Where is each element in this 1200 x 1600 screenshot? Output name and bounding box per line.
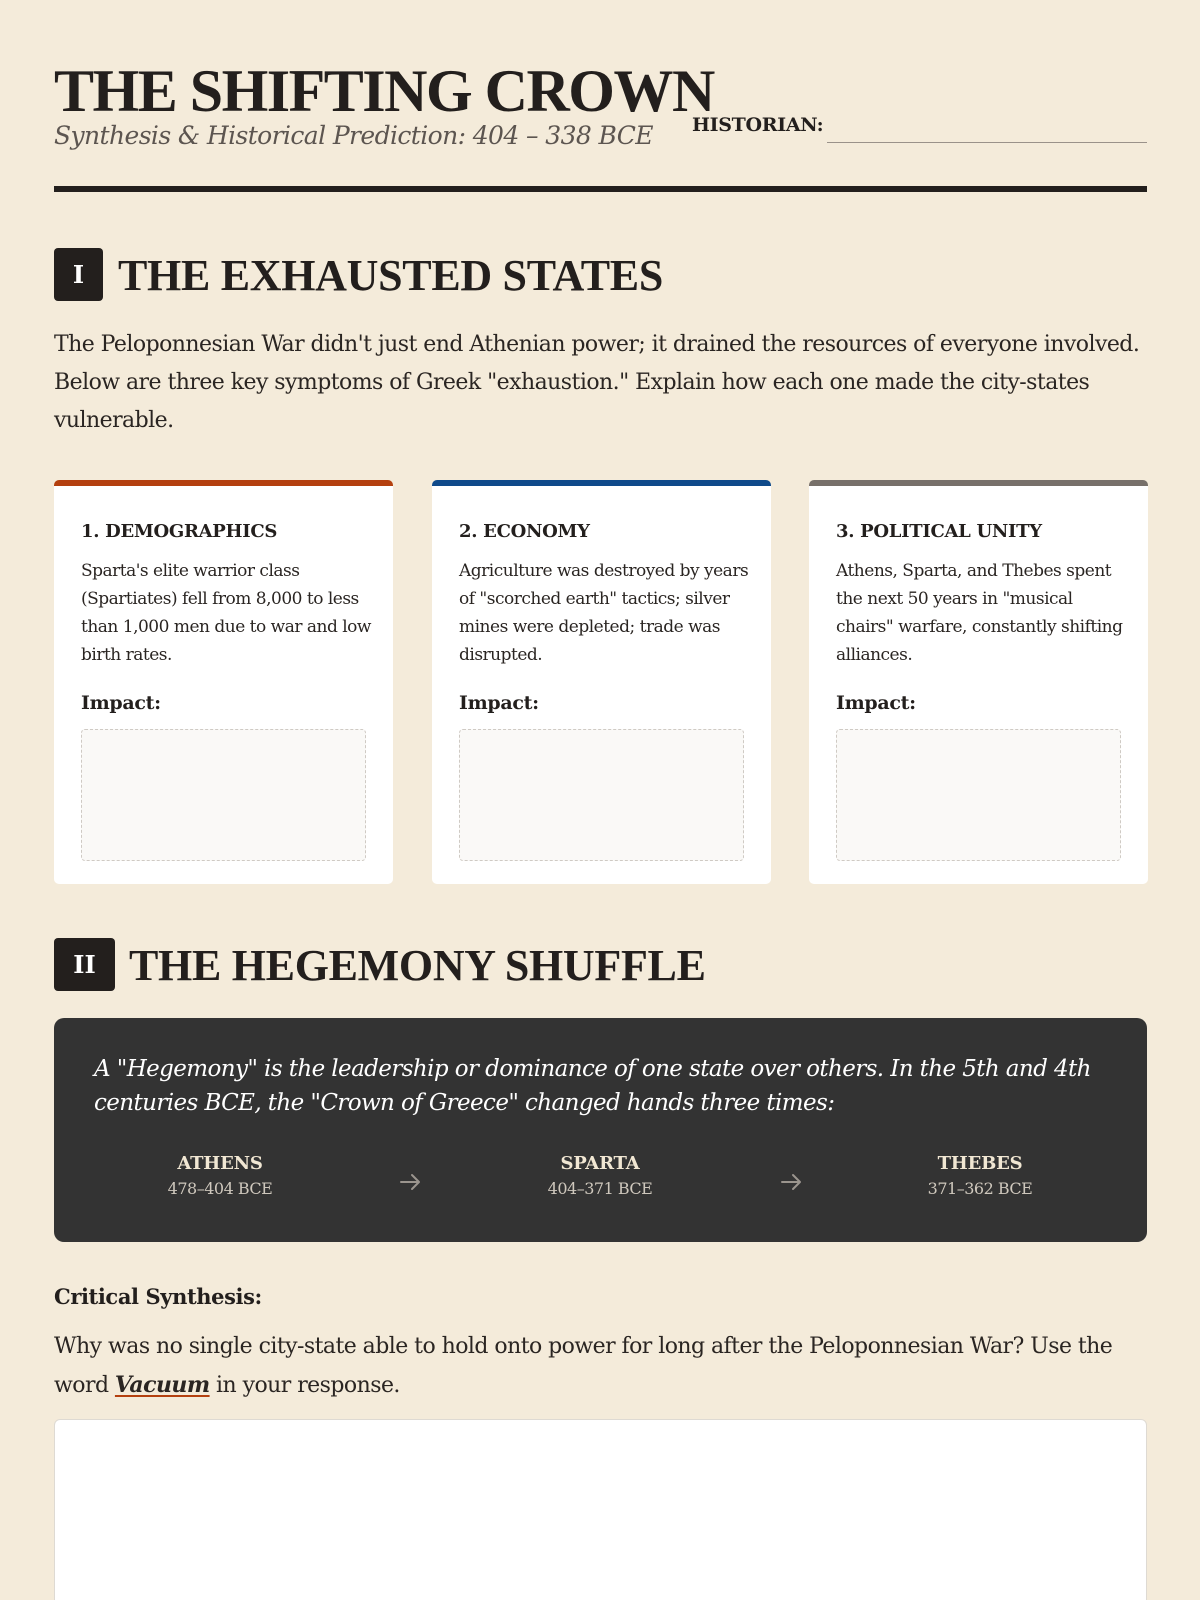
impact-answer-box[interactable] [81,729,366,861]
worksheet-header [54,58,1147,194]
section-number-badge: II [54,938,115,991]
hegemony-definition: A "Hegemony" is the leadership or dominance of one state over others. In the 5th and 4th centuries BCE, the "Crown of Greece" changed hands three times: [94,1056,1091,1116]
section-title: THE HEGEMONY SHUFFLE [129,941,706,990]
stage-dates: 404–371 BCE [547,1179,653,1198]
hegemony-stage-sparta [500,1152,700,1202]
stage-dates: 478–404 BCE [167,1179,273,1198]
section-title: THE EXHAUSTED STATES [118,251,663,300]
historian-label: HISTORIAN: [692,114,824,136]
section-one-heading [54,248,663,302]
section-number-badge: I [54,248,103,301]
worksheet-subtitle: Synthesis & Historical Prediction: 404 – 338 BCE [54,121,653,150]
historian-name-field[interactable] [827,142,1147,143]
hegemony-definition-panel [54,1018,1147,1242]
stage-dates: 371–362 BCE [927,1179,1033,1198]
arrow-right-icon [398,1172,424,1192]
question-text-end: in your response. [209,1373,400,1398]
header-divider [54,186,1147,192]
impact-label: Impact: [81,692,161,714]
card-description: Athens, Sparta, and Thebes spent the next 50 years in "musical chairs" warfare, constantly shifting alliances. [836,561,1123,665]
worksheet-page [54,0,1147,1600]
question-keyword: Vacuum [114,1372,210,1398]
section-intro: The Peloponnesian War didn't just end Athenian power; it drained the resources of everyone involved. Below are three key symptoms of Greek "exhaustion." Explain how each one made the city-states vulnerable. [54,332,1140,433]
impact-label: Impact: [459,692,539,714]
impact-answer-box[interactable] [836,729,1121,861]
arrow-right-icon [779,1172,805,1192]
card-demographics [54,480,393,884]
impact-answer-box[interactable] [459,729,744,861]
question-text: Why was no single city-state able to hold onto power for long after the Peloponnesian War? Use the word [54,1334,1113,1398]
stage-name: ATHENS [177,1153,263,1174]
card-description: Agriculture was destroyed by years of "scorched earth" tactics; silver mines were depleted; trade was disrupted. [459,561,749,665]
critical-synthesis-answer-box[interactable] [54,1419,1147,1600]
critical-synthesis-question [54,1328,1147,1405]
critical-synthesis-label: Critical Synthesis: [54,1284,262,1309]
hegemony-stage-athens [120,1152,320,1202]
stage-name: THEBES [937,1153,1023,1174]
section-two-heading [54,938,704,992]
hegemony-stage-thebes [880,1152,1080,1202]
card-political-unity [809,480,1148,884]
card-title: 3. POLITICAL UNITY [836,521,1042,542]
stage-name: SPARTA [560,1153,640,1174]
card-title: 1. DEMOGRAPHICS [81,521,278,542]
worksheet-title: THE SHIFTING CROWN [54,58,714,124]
card-title: 2. ECONOMY [459,521,590,542]
impact-label: Impact: [836,692,916,714]
card-description: Sparta's elite warrior class (Spartiates) fell from 8,000 to less than 1,000 men due to war and low birth rates. [81,561,371,665]
card-economy [432,480,771,884]
